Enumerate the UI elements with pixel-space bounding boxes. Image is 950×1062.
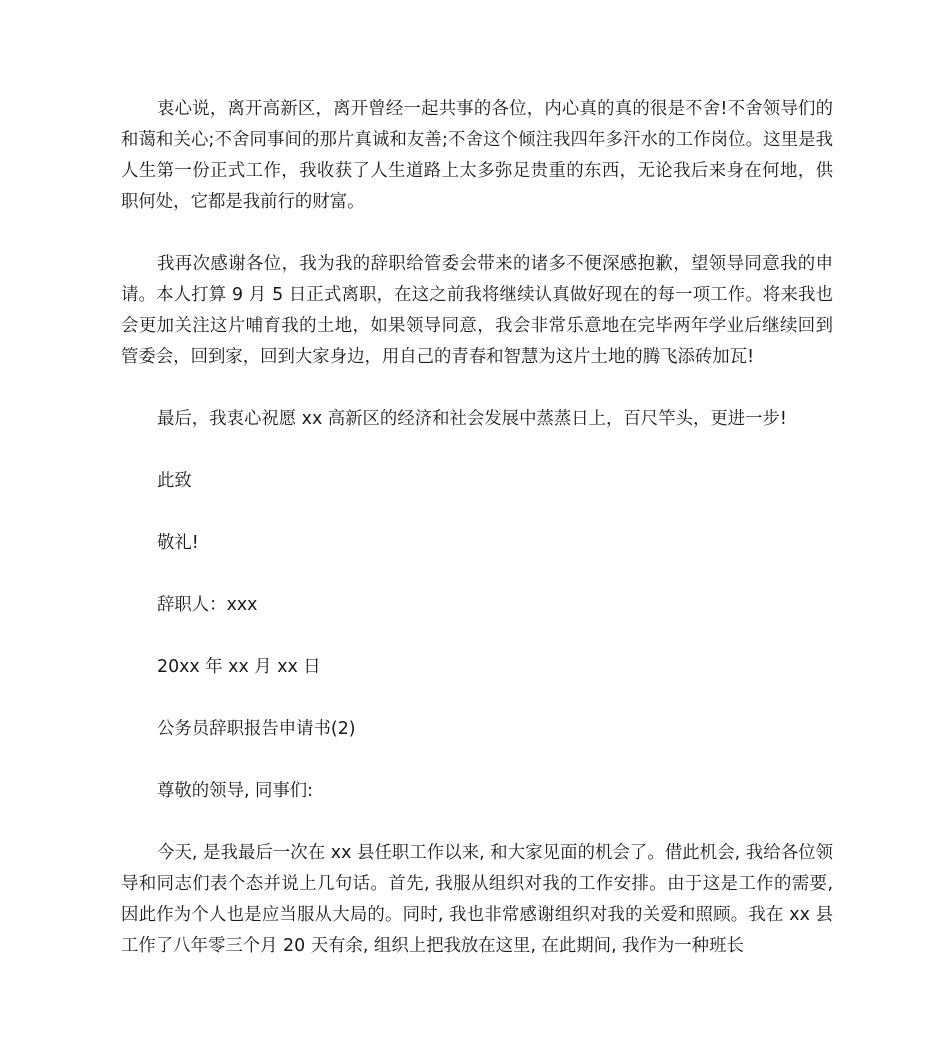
document-page [121,94,833,962]
date: 20xx 年 xx 月 xx 日 [157,657,321,677]
greeting: 尊敬的领导, 同事们: [157,781,314,801]
closing-wish: 最后，我衷心祝愿 xx 高新区的经济和社会发展中蒸蒸日上，百尺竿头，更进一步! [157,409,787,429]
salutation-jingli: 敬礼! [157,533,199,553]
signer: 辞职人：xxx [157,595,258,615]
salutation-cizhi: 此致 [157,471,192,491]
paragraph-thanks: 我再次感谢各位，我为我的辞职给管委会带来的诸多不便深感抱歉，望领导同意我的申请。本人打算 9 月 5 日正式离职，在这之前我将继续认真做好现在的每一项工作。将来我也会更加关注这片哺育我的土地，如果领导同意，我会非常乐意地在完毕两年学业后继续回到管委会，回到家，回到大家身边，用自己的青春和智慧为这片土地的腾飞添砖加瓦! [121,254,833,367]
paragraph-body: 今天, 是我最后一次在 xx 县任职工作以来, 和大家见面的机会了。借此机会, 我给各位领导和同志们表个态并说上几句话。首先, 我服从组织对我的工作安排。由于这是工作的需要, 因此作为个人也是应当服从大局的。同时, 我也非常感谢组织对我的关爱和照顾。我在 xx 县工作了八年零三个月 20 天有余, 组织上把我放在这里, 在此期间, 我作为一种班长 [121,843,833,956]
section-title: 公务员辞职报告申请书(2) [157,719,356,739]
paragraph-farewell: 衷心说，离开高新区，离开曾经一起共事的各位，内心真的真的很是不舍!不舍领导们的和蔼和关心;不舍同事间的那片真诚和友善;不舍这个倾注我四年多汗水的工作岗位。这里是我人生第一份正式工作，我收获了人生道路上太多弥足贵重的东西，无论我后来身在何地，供职何处，它都是我前行的财富。 [121,99,833,212]
